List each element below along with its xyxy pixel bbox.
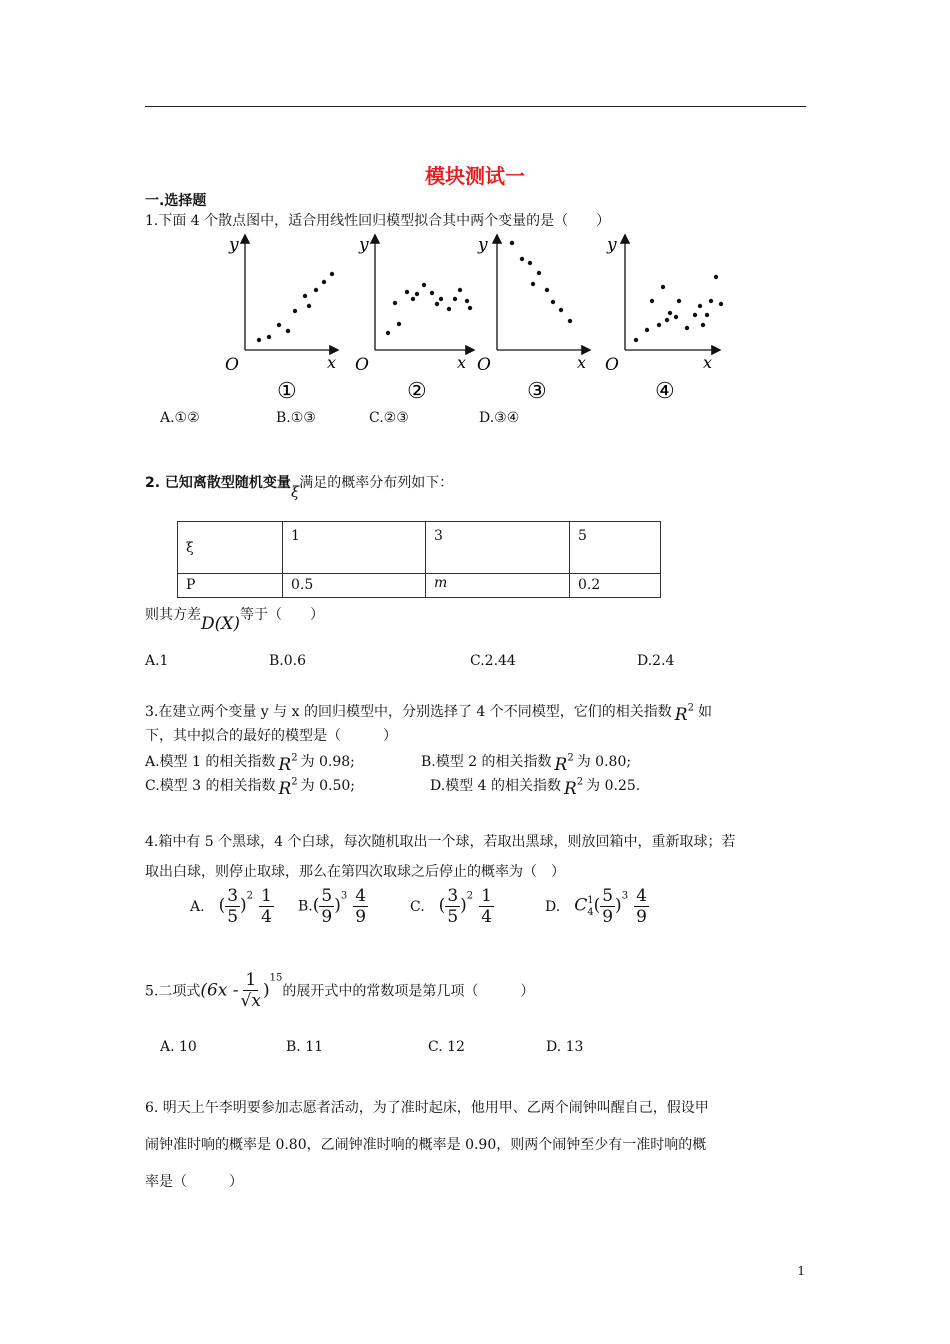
table-cell: P bbox=[178, 574, 283, 598]
q4-option-a[interactable]: A. ( $\frac{3}{5}$ )$^2$ $\frac{1}{4}$ bbox=[190, 886, 272, 927]
r2-symbol: R bbox=[674, 705, 688, 725]
q3-option-b[interactable]: B.模型 2 的相关指数 $R^2$ 为 0.80; bbox=[421, 752, 632, 775]
q1-option-b[interactable]: B.①③ bbox=[276, 410, 316, 426]
q3-line1: 3.在建立两个变量 y 与 x 的回归模型中，分别选择了 4 个不同模型，它们的相关指数 $R^2$ 如 bbox=[145, 702, 712, 725]
q6-line3: 率是（ ） bbox=[145, 1174, 243, 1190]
scatter-plot-1 bbox=[225, 235, 337, 404]
plot1-number: ① bbox=[277, 379, 297, 404]
q6-line1: 6. 明天上午李明要参加志愿者活动，为了准时起床，他用甲、乙两个闹钟叫醒自己，假设甲 bbox=[145, 1100, 709, 1116]
table-cell: ξ bbox=[178, 522, 283, 574]
q3-option-a[interactable]: A.模型 1 的相关指数 $R^2$ 为 0.98; bbox=[145, 752, 355, 775]
section-label: 一.选择题 bbox=[145, 193, 207, 209]
plot4-x-label: x bbox=[703, 353, 713, 372]
scatter-plot-2 bbox=[355, 235, 473, 404]
page-title: 模块测试一 bbox=[425, 164, 525, 188]
q5-stem: 5.二项式(6x - $\frac{1}{√x}$ )$^{15}$的展开式中的常数项是第几项（ ） bbox=[145, 970, 535, 1011]
plot4-number: ④ bbox=[655, 379, 675, 404]
plot2-y-label: y bbox=[359, 235, 369, 255]
q1-scatter-plots bbox=[215, 232, 735, 404]
q4-option-c[interactable]: C. ( $\frac{3}{5}$ )$^2$ $\frac{1}{4}$ bbox=[410, 886, 492, 927]
plot4-origin: O bbox=[605, 355, 619, 375]
table-cell: 1 bbox=[283, 522, 426, 574]
plot3-y-label: y bbox=[478, 235, 488, 255]
plot2-number: ② bbox=[407, 379, 427, 404]
plot1-y-label: y bbox=[229, 235, 239, 255]
q2-xi-symbol: ξ bbox=[290, 483, 300, 501]
q5-option-b[interactable]: B. 11 bbox=[286, 1039, 324, 1055]
table-cell: 0.2 bbox=[570, 574, 661, 598]
q4-line2: 取出白球，则停止取球，那么在第四次取球之后停止的概率为（ ） bbox=[145, 864, 565, 880]
q5-option-d[interactable]: D. 13 bbox=[546, 1039, 584, 1055]
q2-stem: 2. 已知离散型随机变量ξ满足的概率分布列如下： bbox=[145, 475, 454, 501]
scatter-plot-4 bbox=[605, 235, 723, 404]
q4-option-b[interactable]: B.( $\frac{5}{9}$ )$^3$ $\frac{4}{9}$ bbox=[298, 886, 367, 927]
q5-option-c[interactable]: C. 12 bbox=[428, 1039, 465, 1055]
q1-text: 1.下面 4 个散点图中，适合用线性回归模型拟合其中两个变量的是（ ） bbox=[145, 213, 611, 229]
q2-ask: 则其方差D(X)等于（ ） bbox=[145, 607, 324, 634]
q2-option-b[interactable]: B.0.6 bbox=[269, 653, 307, 669]
table-cell: 0.5 bbox=[283, 574, 426, 598]
q6-line2: 闹钟准时响的概率是 0.80，乙闹钟准时响的概率是 0.90，则两个闹钟至少有一准时响的概 bbox=[145, 1137, 707, 1153]
plot3-origin: O bbox=[477, 355, 491, 375]
q5-option-a[interactable]: A. 10 bbox=[160, 1039, 197, 1055]
plot1-x-label: x bbox=[327, 353, 337, 372]
q2-option-a[interactable]: A.1 bbox=[145, 653, 169, 669]
q2-variance-expr: D(X) bbox=[201, 614, 240, 634]
plot1-origin: O bbox=[225, 355, 239, 375]
plot2-x-label: x bbox=[457, 353, 467, 372]
plot3-number: ③ bbox=[527, 379, 547, 404]
q2-option-d[interactable]: D.2.4 bbox=[637, 653, 675, 669]
plot3-x-label: x bbox=[577, 353, 587, 372]
q2-distribution-table bbox=[177, 521, 661, 598]
plot4-y-label: y bbox=[607, 235, 617, 255]
q4-line1: 4.箱中有 5 个黑球，4 个白球，每次随机取出一个球，若取出黑球，则放回箱中，重新取球；若 bbox=[145, 834, 736, 850]
scatter-plot-3 bbox=[477, 235, 589, 404]
q3-option-c[interactable]: C.模型 3 的相关指数 $R^2$ 为 0.50; bbox=[145, 776, 356, 799]
page-number: 1 bbox=[797, 1264, 805, 1278]
q2-option-c[interactable]: C.2.44 bbox=[470, 653, 516, 669]
table-cell: 5 bbox=[570, 522, 661, 574]
q1-option-a[interactable]: A.①② bbox=[160, 410, 200, 426]
q5-binomial-expr: (6x - bbox=[200, 980, 239, 1001]
q3-line2: 下，其中拟合的最好的模型是（ ） bbox=[145, 728, 397, 744]
plot2-origin: O bbox=[355, 355, 369, 375]
q4-option-d[interactable]: D. C 1 4 ( $\frac{5}{9}$ )$^3$ $\frac{4}{9}$ bbox=[545, 886, 647, 927]
q1-option-d[interactable]: D.③④ bbox=[479, 410, 520, 426]
table-cell: m bbox=[426, 574, 570, 598]
q1-option-c[interactable]: C.②③ bbox=[369, 410, 409, 426]
header-rule bbox=[145, 106, 806, 107]
table-cell: 3 bbox=[426, 522, 570, 574]
q3-option-d[interactable]: D.模型 4 的相关指数 $R^2$ 为 0.25. bbox=[430, 776, 641, 799]
